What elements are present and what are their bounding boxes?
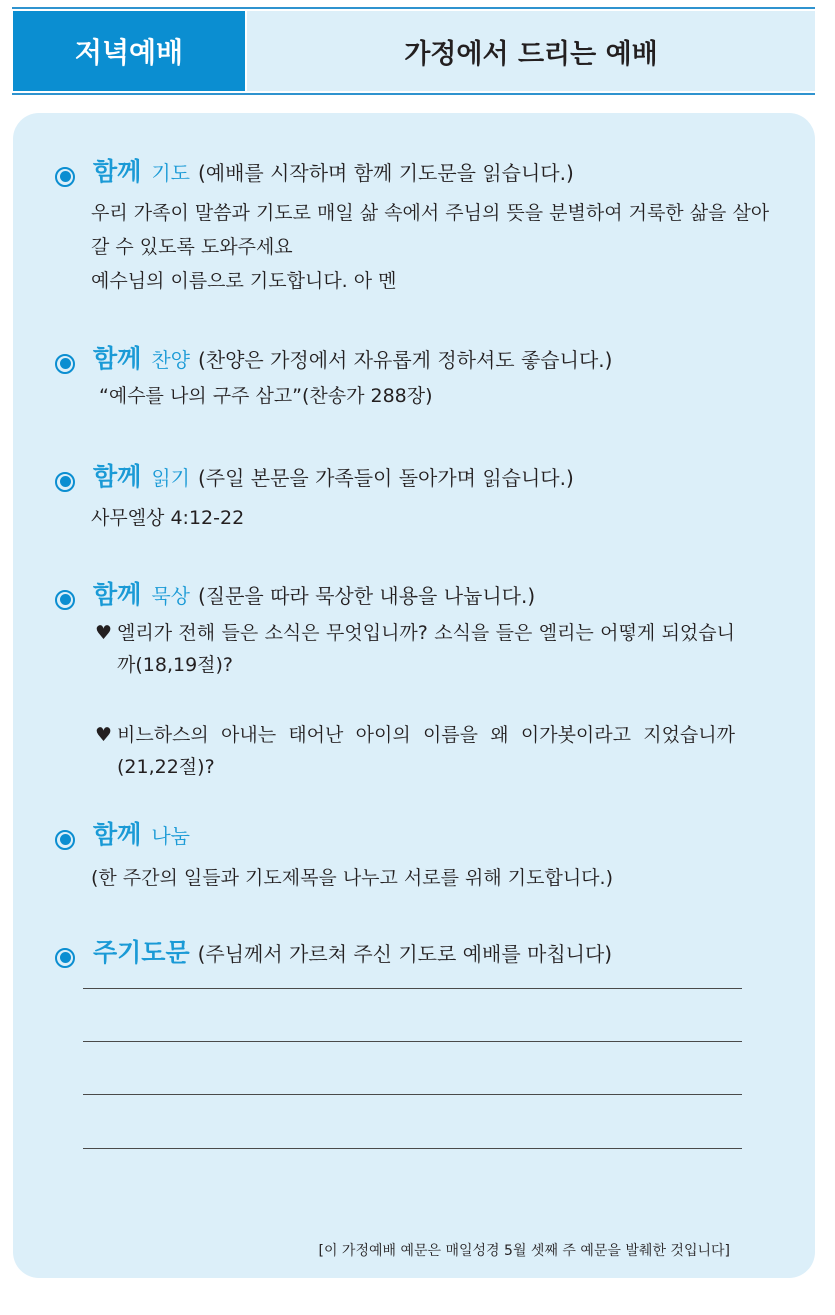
section-heading [55,815,613,851]
heart-icon: ♥ [95,724,113,746]
question-item [95,719,735,783]
top-rule [12,7,815,9]
sharing-text: (한 주간의 일들과 기도제목을 나누고 서로를 위해 기도합니다.) [91,867,613,889]
heading-sub: 기도 [151,161,190,185]
writing-line [83,1041,742,1042]
service-label: 저녁예배 [13,11,245,91]
circle-bullet-icon [55,590,75,610]
heading-sub: 나눔 [151,824,190,848]
heading-note: (질문을 따라 묵상한 내용을 나눕니다.) [197,584,536,608]
heading-main: 함께 [93,462,142,491]
section-meditation [55,575,735,783]
circle-bullet-icon [55,167,75,187]
question-text: 비느하스의 아내는 태어난 아이의 이름을 왜 이가봇이라고 지었습니까(21,22절)? [117,724,735,778]
header-bottom-rule [12,93,815,95]
heading-note: (주일 본문을 가족들이 돌아가며 읽습니다.) [197,466,574,490]
section-heading [55,339,612,375]
heading-main: 함께 [93,820,142,849]
section-reading [55,457,574,535]
question-item [95,617,735,681]
writing-line [83,1094,742,1095]
question-text: 엘리가 전해 들은 소식은 무엇입니까? 소식을 들은 엘리는 어떻게 되었습니까(18,19절)? [117,622,735,676]
hymn-text: “예수를 나의 구주 삼고”(찬송가 288장) [99,385,433,407]
section-heading [55,933,612,969]
section-lords-prayer [55,933,612,969]
prayer-text [91,196,769,298]
circle-bullet-icon [55,354,75,374]
section-heading [55,575,735,611]
heading-sub: 묵상 [151,584,190,608]
prayer-line: 예수님의 이름으로 기도합니다. 아 멘 [91,270,397,292]
heading-main: 함께 [93,344,142,373]
heading-sub: 읽기 [151,466,190,490]
section-heading [55,152,769,188]
heading-main: 함께 [93,157,142,186]
writing-line [83,988,742,989]
heading-sub: 찬양 [151,348,190,372]
section-praise [55,339,612,413]
heading-note: (예배를 시작하며 함께 기도문을 읽습니다.) [197,161,574,185]
heart-icon: ♥ [95,622,113,644]
circle-bullet-icon [55,472,75,492]
source-footnote: [이 가정예배 예문은 매일성경 5월 셋째 주 예문을 발췌한 것입니다] [318,1243,730,1259]
prayer-line: 갈 수 있도록 도와주세요 [91,236,293,258]
writing-line [83,1148,742,1149]
scripture-reference: 사무엘상 4:12-22 [91,507,245,529]
section-sharing [55,815,613,895]
circle-bullet-icon [55,948,75,968]
heading-note: (찬양은 가정에서 자유롭게 정하셔도 좋습니다.) [197,348,613,372]
heading-main: 주기도문 [93,938,190,967]
section-prayer [55,152,769,298]
section-heading [55,457,574,493]
circle-bullet-icon [55,830,75,850]
heading-main: 함께 [93,580,142,609]
page-title: 가정에서 드리는 예배 [247,11,815,91]
prayer-line: 우리 가족이 말씀과 기도로 매일 삶 속에서 주님의 뜻을 분별하여 거룩한 삶을 살아 [91,202,770,224]
heading-note: (주님께서 가르쳐 주신 기도로 예배를 마칩니다) [197,942,613,966]
